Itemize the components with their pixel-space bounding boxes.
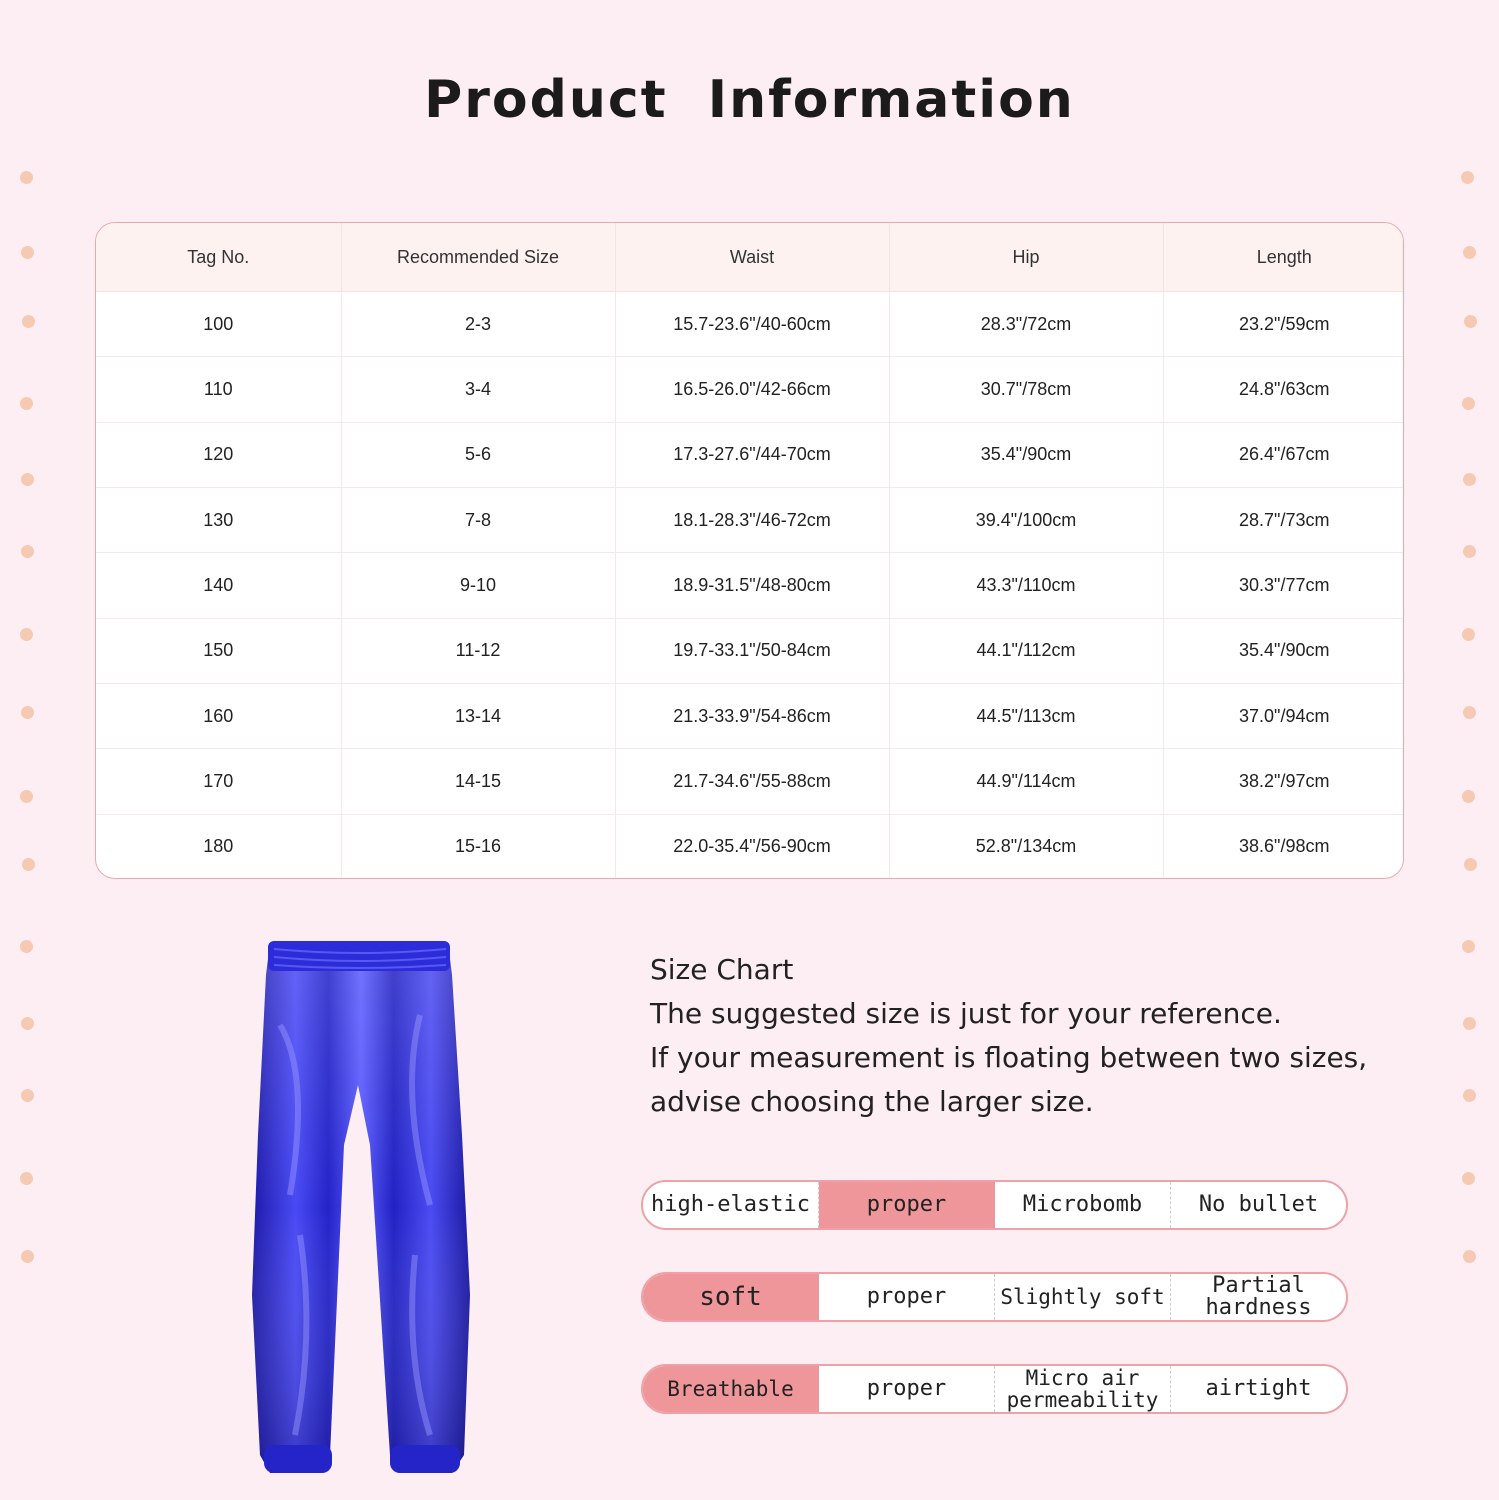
cell-tag: 150 — [96, 618, 341, 683]
cell-waist: 18.1-28.3"/46-72cm — [615, 487, 889, 552]
cell-hip: 52.8"/134cm — [889, 814, 1163, 878]
notes-line-1: The suggested size is just for your reference. — [650, 997, 1282, 1030]
cell-size: 13-14 — [341, 683, 615, 748]
softness-option-proper: proper — [819, 1274, 995, 1320]
table-row — [96, 814, 1404, 878]
elasticity-option-no-bullet: No bullet — [1198, 1192, 1319, 1217]
header-recommended-size: Recommended Size — [341, 223, 615, 292]
breathability-option-breathable: Breathable — [643, 1366, 819, 1412]
cell-waist: 16.5-26.0"/42-66cm — [615, 357, 889, 422]
cell-hip: 44.9"/114cm — [889, 749, 1163, 814]
table-row — [96, 618, 1404, 683]
cell-tag: 160 — [96, 683, 341, 748]
metallic-pants-image — [240, 935, 480, 1480]
cell-waist: 17.3-27.6"/44-70cm — [615, 422, 889, 487]
table-row — [96, 357, 1404, 422]
cell-size: 9-10 — [341, 553, 615, 618]
cell-hip: 44.1"/112cm — [889, 618, 1163, 683]
cell-length: 35.4"/90cm — [1163, 618, 1404, 683]
cell-size: 2-3 — [341, 292, 615, 357]
page-title: Product Information — [424, 70, 1075, 130]
elasticity-option-high-elastic: high-elastic — [643, 1182, 819, 1228]
notes-line-3: advise choosing the larger size. — [650, 1085, 1094, 1118]
cell-waist: 22.0-35.4"/56-90cm — [615, 814, 889, 878]
cell-tag: 140 — [96, 553, 341, 618]
elasticity-scale — [641, 1180, 1348, 1230]
breathability-option-proper: proper — [819, 1366, 995, 1412]
breathability-scale — [641, 1364, 1348, 1414]
cell-hip: 44.5"/113cm — [889, 683, 1163, 748]
cell-waist: 15.7-23.6"/40-60cm — [615, 292, 889, 357]
cell-waist: 18.9-31.5"/48-80cm — [615, 553, 889, 618]
cell-size: 15-16 — [341, 814, 615, 878]
cell-length: 38.2"/97cm — [1163, 749, 1404, 814]
header-tag-no: Tag No. — [96, 223, 341, 292]
cell-tag: 100 — [96, 292, 341, 357]
cell-tag: 110 — [96, 357, 341, 422]
softness-option-partial-hardness: Partial hardness — [1205, 1273, 1312, 1320]
elasticity-option-microbomb: Microbomb — [995, 1182, 1171, 1228]
table-row — [96, 683, 1404, 748]
cell-tag: 120 — [96, 422, 341, 487]
breathability-option-airtight: airtight — [1205, 1376, 1312, 1401]
cell-hip: 35.4"/90cm — [889, 422, 1163, 487]
elasticity-option-proper: proper — [819, 1182, 995, 1228]
size-chart-table — [95, 222, 1404, 879]
cell-length: 23.2"/59cm — [1163, 292, 1404, 357]
header-hip: Hip — [889, 223, 1163, 292]
softness-option-soft: soft — [643, 1274, 819, 1320]
cell-length: 38.6"/98cm — [1239, 835, 1330, 856]
softness-scale — [641, 1272, 1348, 1322]
table-row — [96, 749, 1404, 814]
cell-size: 14-15 — [341, 749, 615, 814]
cell-tag: 180 — [96, 814, 341, 878]
cell-length: 24.8"/63cm — [1163, 357, 1404, 422]
softness-option-slightly-soft: Slightly soft — [995, 1274, 1171, 1320]
table-row — [96, 487, 1404, 552]
table-header-row — [96, 223, 1404, 292]
cell-length: 28.7"/73cm — [1163, 487, 1404, 552]
cell-hip: 28.3"/72cm — [889, 292, 1163, 357]
table-row — [96, 422, 1404, 487]
cell-waist: 21.3-33.9"/54-86cm — [615, 683, 889, 748]
cell-tag: 170 — [96, 749, 341, 814]
cell-tag: 130 — [96, 487, 341, 552]
cell-length: 30.3"/77cm — [1163, 553, 1404, 618]
notes-line-2: If your measurement is floating between two sizes, — [650, 1041, 1368, 1074]
cell-size: 5-6 — [341, 422, 615, 487]
cell-size: 3-4 — [341, 357, 615, 422]
table-row — [96, 553, 1404, 618]
header-length: Length — [1163, 223, 1404, 292]
cell-hip: 39.4"/100cm — [889, 487, 1163, 552]
cell-size: 7-8 — [341, 487, 615, 552]
cell-waist: 21.7-34.6"/55-88cm — [615, 749, 889, 814]
cell-length: 26.4"/67cm — [1163, 422, 1404, 487]
cell-length: 37.0"/94cm — [1163, 683, 1404, 748]
header-waist: Waist — [615, 223, 889, 292]
breathability-option-micro-air-permeability: Micro air permeability — [995, 1366, 1171, 1412]
cell-hip: 30.7"/78cm — [889, 357, 1163, 422]
size-chart-notes — [650, 948, 1410, 1124]
table-row — [96, 292, 1404, 357]
cell-size: 11-12 — [341, 618, 615, 683]
notes-heading: Size Chart — [650, 953, 794, 986]
cell-hip: 43.3"/110cm — [889, 553, 1163, 618]
cell-waist: 19.7-33.1"/50-84cm — [615, 618, 889, 683]
